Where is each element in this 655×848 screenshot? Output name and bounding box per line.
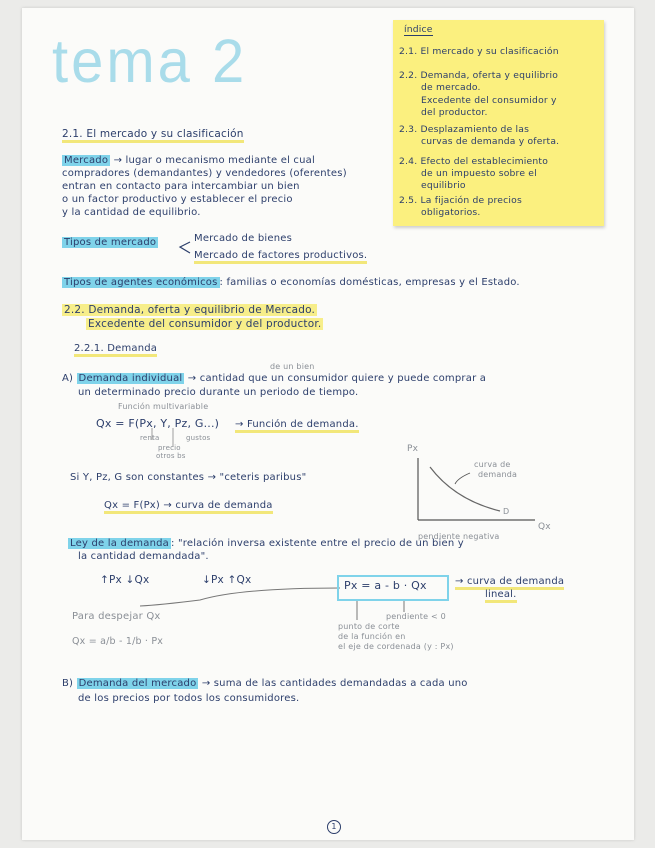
graph-y-label: Px: [407, 444, 419, 454]
graph-label: curva de: [474, 460, 511, 469]
annotation: otros bs: [156, 452, 186, 460]
index-item-line: del productor.: [421, 107, 488, 118]
graph-label-arrow: [455, 473, 470, 484]
tipos-option: Mercado de bienes: [194, 233, 292, 244]
index-item-line: Excedente del consumidor y: [421, 95, 557, 106]
despejar-formula: Qx = a/b - 1/b · Px: [72, 636, 164, 647]
corte-note: el eje de cordenada (y : Px): [338, 642, 454, 651]
margin-note: de un bien: [270, 362, 315, 371]
mercado-line: entran en contacto para intercambiar un bien: [62, 181, 300, 192]
agentes-line: Tipos de agentes económicos : familias o economías domésticas, empresas y el Estado.: [64, 277, 520, 288]
graph-x-label: Qx: [538, 522, 551, 532]
corte-note: punto de corte: [338, 622, 400, 631]
despejar-note: Para despejar Qx: [72, 611, 161, 622]
linear-arrow-line: lineal.: [485, 589, 517, 600]
tipos-option: Mercado de factores productivos.: [194, 250, 367, 264]
section-heading: 2.2. Demanda, oferta y equilibrio de Mercado.: [64, 304, 316, 316]
corte-note: de la función en: [338, 632, 406, 641]
index-header: índice: [404, 24, 433, 35]
tipos-line: [62, 237, 158, 248]
linear-formula: Px = a - b · Qx: [344, 579, 427, 592]
demanda-mercado-line: B) Demanda del mercado → suma de las cantidades demandadas a cada uno: [62, 678, 468, 689]
page-title: tema 2: [52, 27, 248, 96]
mercado-line: compradores (demandantes) y vendedores (oferentes): [62, 168, 347, 179]
index-item: 2.3. Desplazamiento de las: [399, 124, 530, 135]
annotation: renta: [140, 434, 160, 442]
demanda-individual-line: un determinado precio durante un periodo de tiempo.: [78, 387, 359, 398]
formula: Qx = F(Px, Y, Pz, G...): [96, 417, 220, 430]
ley-line: Ley de la demanda : "relación inversa existente entre el precio de un bien y: [70, 538, 464, 549]
annotation: precio: [158, 444, 181, 452]
index-item: 2.4. Efecto del establecimiento: [399, 156, 549, 167]
pendiente-note: pendiente < 0: [386, 612, 446, 621]
term-highlight: Demanda del mercado: [78, 678, 197, 689]
margin-note: Función multivariable: [118, 402, 209, 411]
index-item: 2.5. La fijación de precios: [399, 195, 522, 206]
index-item-line: de mercado.: [421, 82, 481, 93]
index-item-line: curvas de demanda y oferta.: [421, 136, 560, 147]
term-highlight: Demanda individual: [78, 373, 183, 384]
tipos-brace: [180, 242, 190, 253]
annotation: gustos: [186, 434, 211, 442]
ceteris-line: Si Y, Pz, G son constantes → "ceteris paribus": [70, 472, 307, 483]
despejar-link: [140, 588, 340, 606]
index-item-line: obligatorios.: [421, 207, 481, 218]
term-highlight: Tipos de mercado: [64, 237, 157, 248]
relation: ↑Px ↓Qx: [100, 574, 150, 586]
index-item-line: equilibrio: [421, 180, 466, 191]
subsection-heading: 2.2.1. Demanda: [74, 343, 157, 357]
page-number: 1: [327, 820, 341, 834]
mercado-line: y la cantidad de equilibrio.: [62, 207, 201, 218]
demanda-individual-line: A) Demanda individual → cantidad que un consumidor quiere y puede comprar a: [62, 373, 487, 384]
section-heading: 2.1. El mercado y su clasificación: [62, 128, 244, 143]
section-heading-line: Excedente del consumidor y del productor.: [88, 318, 322, 330]
term-highlight: Mercado: [64, 155, 109, 166]
relation: ↓Px ↑Qx: [202, 574, 252, 586]
ley-line: la cantidad demandada".: [78, 551, 209, 562]
index-item-line: de un impuesto sobre el: [421, 168, 537, 179]
term-highlight: Ley de la demanda: [70, 538, 169, 549]
graph-caption: pendiente negativa: [418, 532, 500, 541]
formula: Qx = F(Px) → curva de demanda: [104, 500, 273, 511]
formula-arrow: → Función de demanda.: [235, 419, 359, 430]
graph-label: demanda: [478, 470, 518, 479]
term-highlight: Tipos de agentes económicos: [64, 277, 218, 288]
mercado-line: Mercado → lugar o mecanismo mediante el cual: [64, 155, 315, 166]
index-sticky-note: [393, 20, 604, 226]
linear-arrow: → curva de demanda: [455, 576, 564, 587]
demanda-mercado-line: de los precios por todos los consumidores.: [78, 693, 300, 704]
mercado-line: o un factor productivo y establecer el precio: [62, 194, 293, 205]
graph-curve-label: D: [503, 507, 510, 516]
index-item: 2.2. Demanda, oferta y equilibrio: [399, 70, 559, 81]
index-item: 2.1. El mercado y su clasificación: [399, 46, 559, 57]
